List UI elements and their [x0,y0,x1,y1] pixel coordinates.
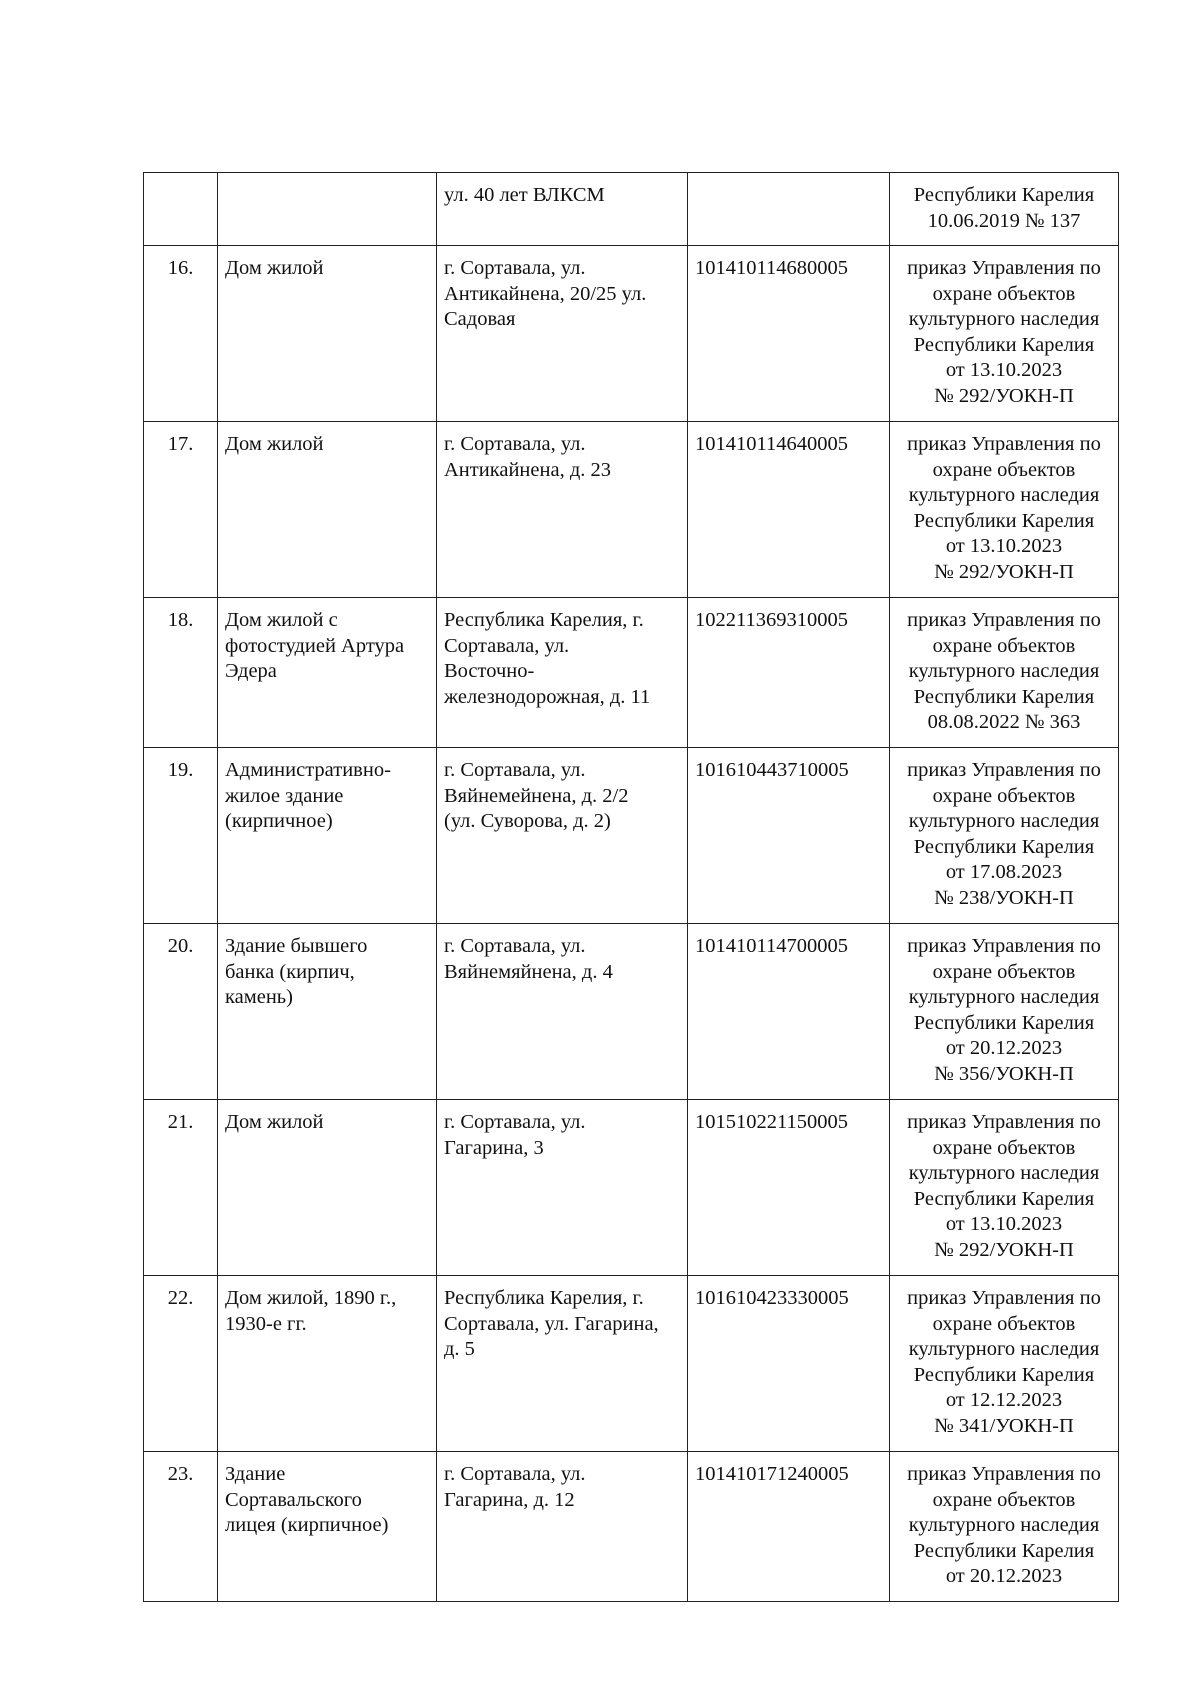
table-row [144,1100,1119,1276]
doc-line: Республики Карелия [913,1011,1095,1034]
registry-number-cell [688,1100,890,1276]
registry-number: 101410114700005 [695,935,848,957]
doc-line: культурного наследия [908,308,1100,330]
doc-line: № 292/УОКН-П [934,1238,1074,1261]
doc-line: культурного наследия [908,1162,1100,1184]
address-line: Сортавала, ул. [444,634,570,657]
doc-line: Республики Карелия [913,1187,1095,1210]
address-line: г. Сортавала, ул. [444,257,586,279]
registry-number-cell [688,246,890,422]
name-line: Сортавальского [225,1488,362,1511]
document-cell [890,598,1119,748]
registry-number-cell [688,422,890,598]
table-row [144,422,1119,598]
address-line: Садовая [444,308,516,330]
doc-line: культурного наследия [908,1514,1100,1536]
name-line: лицея (кирпичное) [225,1514,389,1536]
document-cell [890,173,1119,246]
table-row [144,598,1119,748]
row-number: 20. [167,935,194,957]
row-number: 23. [167,1463,194,1485]
row-number-cell [144,1100,218,1276]
doc-line: 08.08.2022 № 363 [927,711,1081,733]
name-line: Дом жилой [225,257,324,279]
row-number-cell [144,1276,218,1452]
document-cell [890,1100,1119,1276]
registry-number-cell [688,924,890,1100]
registry-number: 101410171240005 [695,1463,849,1485]
doc-line: культурного наследия [908,1338,1100,1360]
doc-line: от 13.10.2023 [945,535,1063,557]
doc-line: № 292/УОКН-П [934,560,1074,583]
doc-line: № 341/УОКН-П [934,1414,1074,1437]
name-line: Административно- [225,759,391,781]
doc-line: от 20.12.2023 [945,1037,1063,1059]
doc-line: культурного наследия [908,986,1100,1008]
table-row [144,1452,1119,1602]
doc-line: Республики Карелия [913,835,1095,858]
name-line: фотостудией Артура [225,634,405,657]
row-number: 17. [167,433,194,455]
document-cell [890,924,1119,1100]
address-line: ул. 40 лет ВЛКСМ [444,184,605,206]
doc-line: приказ Управления по [907,1287,1101,1309]
document-cell [890,422,1119,598]
doc-line: Республики Карелия [913,685,1095,708]
doc-line: охране объектов [932,1488,1076,1511]
registry-number: 102211369310005 [695,609,848,631]
address-cell [437,748,688,924]
name-line: Дом жилой, 1890 г., [225,1287,397,1309]
document-cell [890,1452,1119,1602]
doc-line: Республики Карелия [913,184,1095,206]
address-line: г. Сортавала, ул. [444,433,586,455]
row-number-cell [144,173,218,246]
address-cell [437,173,688,246]
address-line: Сортавала, ул. Гагарина, [444,1312,659,1335]
row-number-cell [144,422,218,598]
doc-line: от 13.10.2023 [945,1213,1063,1235]
address-line: Вяйнемяйнена, д. 4 [444,960,613,983]
address-line: железнодорожная, д. 11 [444,685,651,708]
doc-line: культурного наследия [908,484,1100,506]
row-number: 19. [167,759,194,781]
doc-line: Республики Карелия [913,509,1095,532]
doc-line: 10.06.2019 № 137 [927,209,1081,232]
registry-number: 101610443710005 [695,759,849,781]
doc-line: Республики Карелия [913,1363,1095,1386]
registry-number: 101410114680005 [695,257,848,279]
row-number: 22. [167,1287,194,1309]
address-cell [437,1276,688,1452]
row-number-cell [144,246,218,422]
document-cell [890,246,1119,422]
doc-line: приказ Управления по [907,759,1101,781]
doc-line: охране объектов [932,634,1076,657]
row-number: 21. [167,1111,194,1133]
address-line: Республика Карелия, г. [444,609,644,631]
registry-number-cell [688,173,890,246]
doc-line: охране объектов [932,1312,1076,1335]
row-number: 18. [167,609,194,631]
table-row [144,924,1119,1100]
registry-number-cell [688,598,890,748]
name-line: Здание [225,1463,286,1485]
registry-number: 101610423330005 [695,1287,849,1309]
table-row [144,748,1119,924]
doc-line: приказ Управления по [907,609,1101,631]
doc-line: от 13.10.2023 [945,359,1063,381]
doc-line: приказ Управления по [907,257,1101,279]
address-line: г. Сортавала, ул. [444,1111,586,1133]
object-name-cell [218,924,437,1100]
address-line: г. Сортавала, ул. [444,935,586,957]
object-name-cell [218,748,437,924]
doc-line: охране объектов [932,960,1076,983]
doc-line: охране объектов [932,784,1076,807]
name-line: банка (кирпич, [225,960,355,983]
doc-line: приказ Управления по [907,433,1101,455]
table-row [144,246,1119,422]
name-line: жилое здание [225,784,344,807]
doc-line: № 238/УОКН-П [934,886,1074,909]
name-line: Здание бывшего [225,935,368,957]
address-cell [437,246,688,422]
document-cell [890,748,1119,924]
registry-number-cell [688,1452,890,1602]
doc-line: культурного наследия [908,810,1100,832]
address-line: (ул. Суворова, д. 2) [444,810,611,832]
name-line: Дом жилой [225,433,324,455]
address-line: Антикайнена, 20/25 ул. [444,282,647,305]
object-name-cell [218,1276,437,1452]
address-cell [437,422,688,598]
doc-line: охране объектов [932,1136,1076,1159]
name-line: Дом жилой [225,1111,324,1133]
address-line: Гагарина, 3 [444,1136,544,1159]
address-line: Гагарина, д. 12 [444,1488,575,1511]
doc-line: Республики Карелия [913,333,1095,356]
doc-line: от 17.08.2023 [945,861,1063,883]
address-line: г. Сортавала, ул. [444,759,586,781]
object-name-cell [218,173,437,246]
row-number-cell [144,598,218,748]
table-row [144,1276,1119,1452]
registry-number: 101510221150005 [695,1111,848,1133]
row-number: 16. [167,257,194,279]
doc-line: Республики Карелия [913,1539,1095,1562]
doc-line: охране объектов [932,282,1076,305]
name-line: камень) [225,986,293,1008]
doc-line: от 20.12.2023 [945,1565,1063,1587]
doc-line: № 356/УОКН-П [934,1062,1074,1085]
heritage-objects-table [143,172,1119,1602]
object-name-cell [218,1452,437,1602]
address-cell [437,1100,688,1276]
table-body [144,173,1119,1602]
name-line: Дом жилой с [225,609,338,631]
object-name-cell [218,246,437,422]
registry-number-cell [688,1276,890,1452]
registry-number: 101410114640005 [695,433,848,455]
object-name-cell [218,422,437,598]
doc-line: приказ Управления по [907,1463,1101,1485]
name-line: 1930-е гг. [225,1312,307,1335]
doc-line: от 12.12.2023 [945,1389,1063,1411]
doc-line: № 292/УОКН-П [934,384,1074,407]
row-number-cell [144,1452,218,1602]
document-cell [890,1276,1119,1452]
address-line: г. Сортавала, ул. [444,1463,586,1485]
address-cell [437,1452,688,1602]
address-line: д. 5 [444,1338,475,1360]
row-number-cell [144,924,218,1100]
object-name-cell [218,598,437,748]
name-line: Эдера [225,660,277,682]
object-name-cell [218,1100,437,1276]
doc-line: приказ Управления по [907,935,1101,957]
doc-line: приказ Управления по [907,1111,1101,1133]
address-line: Антикайнена, д. 23 [444,458,611,481]
registry-number-cell [688,748,890,924]
address-line: Республика Карелия, г. [444,1287,644,1309]
address-line: Восточно- [444,660,535,682]
name-line: (кирпичное) [225,810,333,832]
address-cell [437,598,688,748]
doc-line: охране объектов [932,458,1076,481]
address-cell [437,924,688,1100]
row-number-cell [144,748,218,924]
address-line: Вяйнемейнена, д. 2/2 [444,784,629,807]
table-row [144,173,1119,246]
doc-line: культурного наследия [908,660,1100,682]
